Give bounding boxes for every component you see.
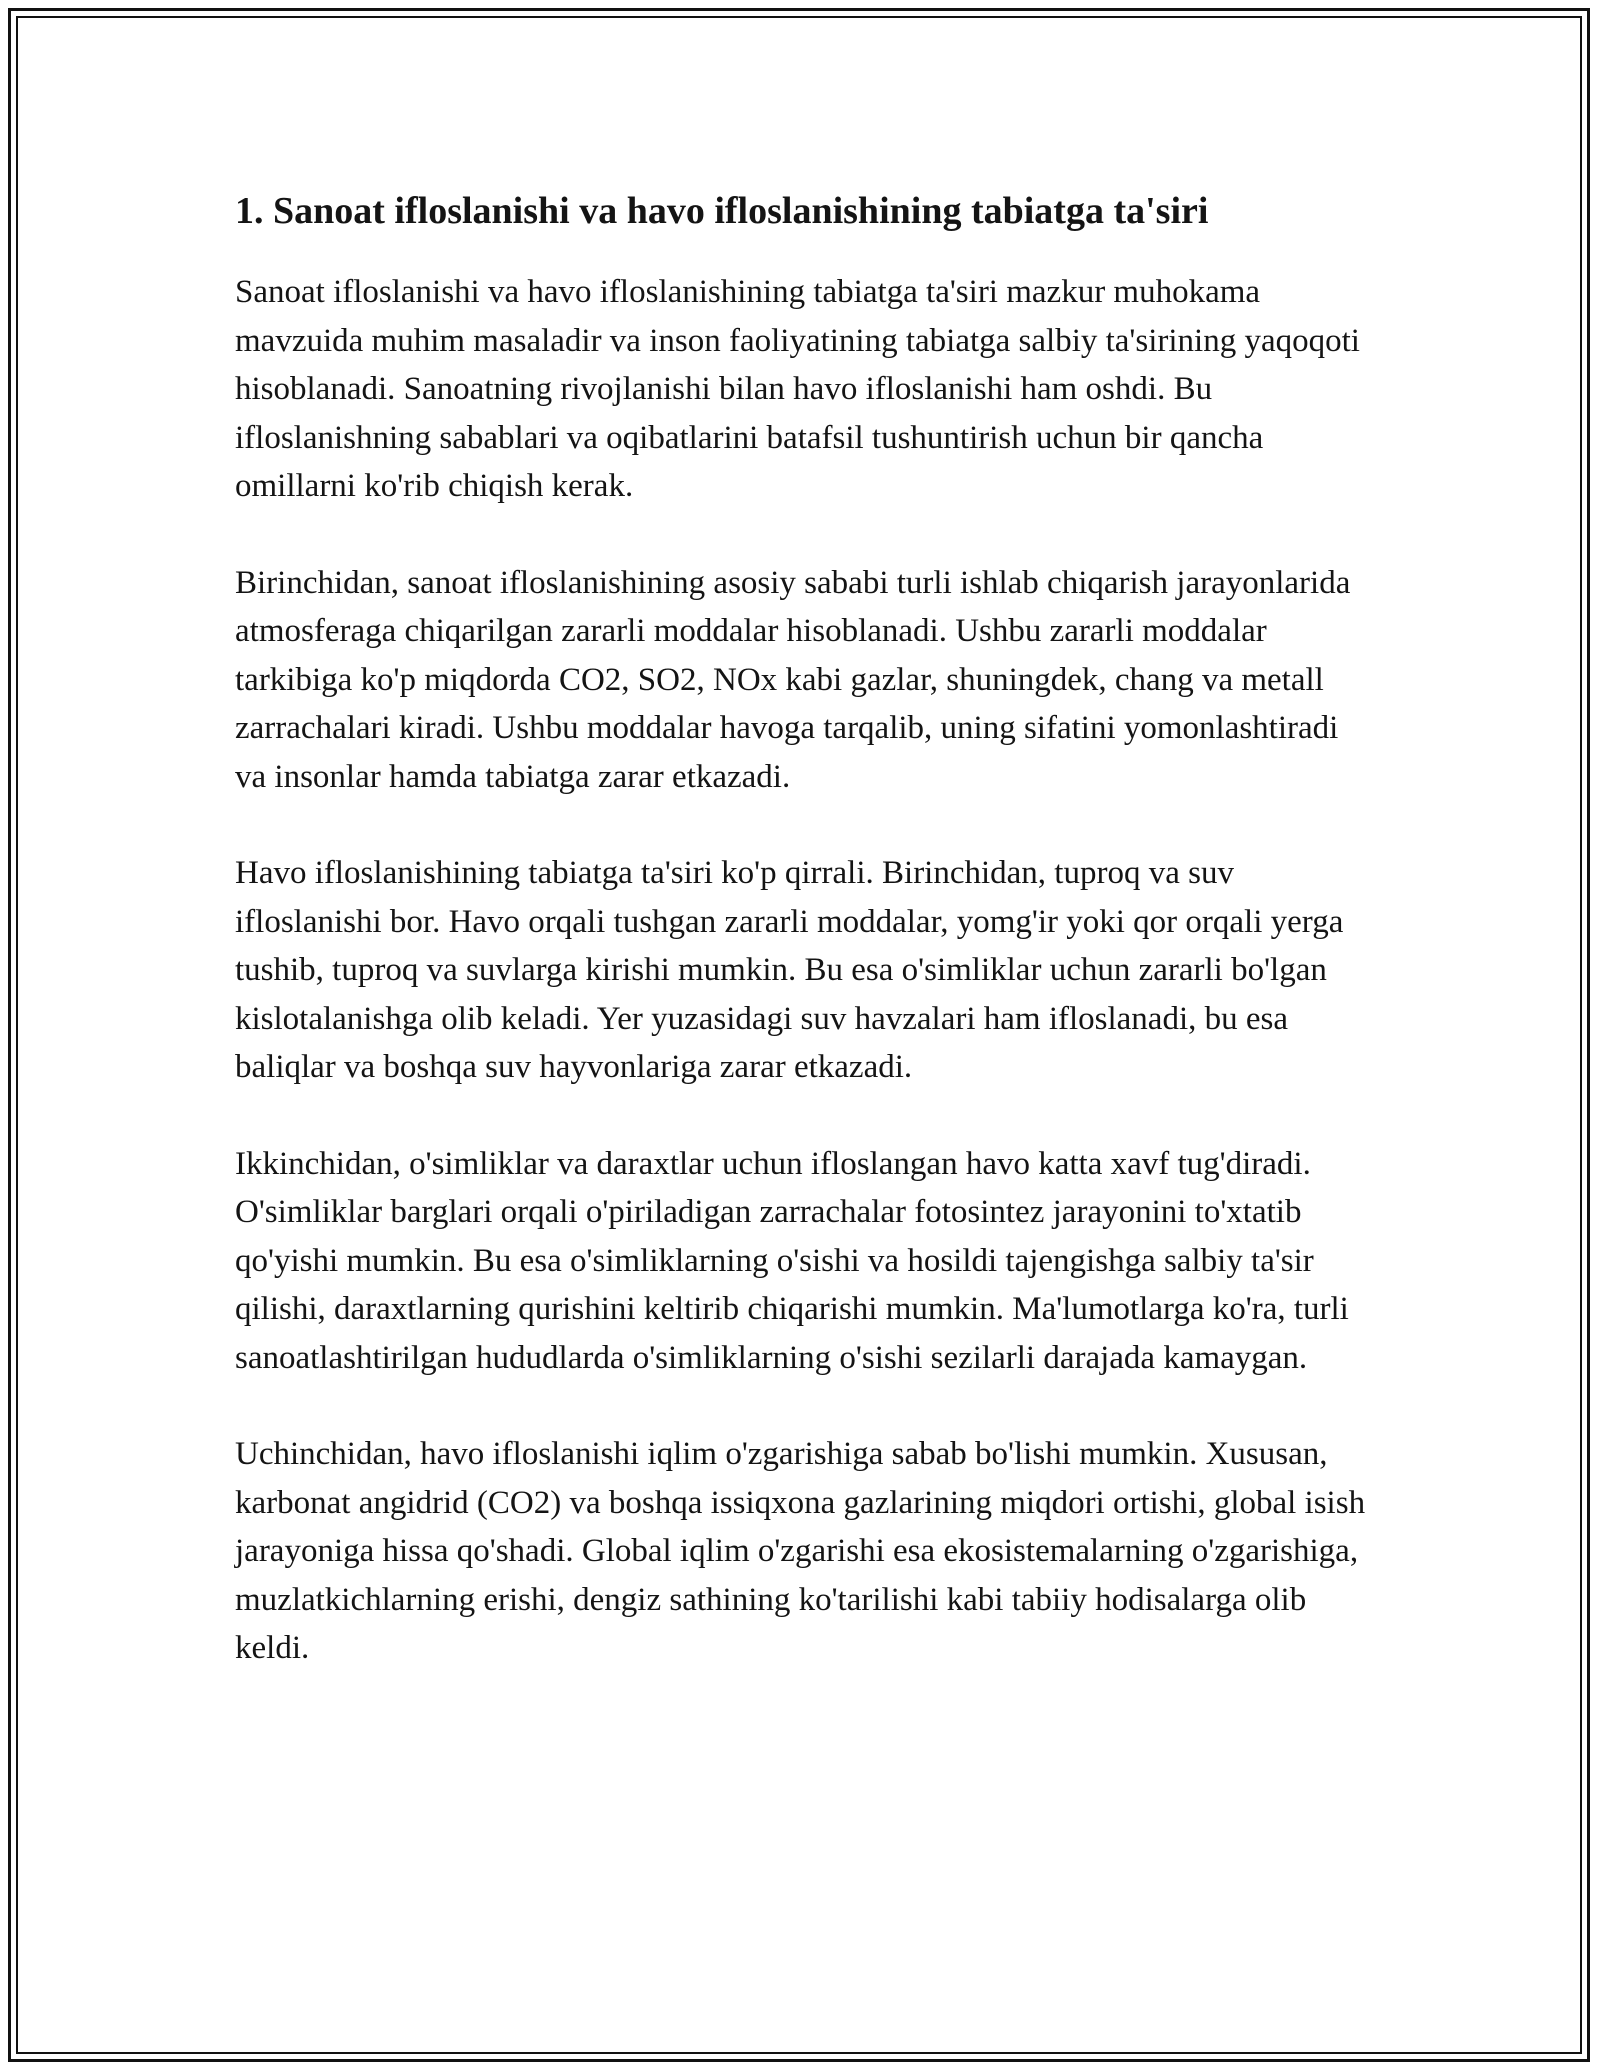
section-title: 1. Sanoat ifloslanishi va havo ifloslanishining tabiatga ta'siri: [235, 190, 1209, 232]
document-body: [235, 186, 1375, 1721]
paragraph-causes: Birinchidan, sanoat ifloslanishining asosiy sababi turli ishlab chiqarish jarayonlarida atmosferaga chiqarilgan zararli moddalar hisoblanadi. Ushbu zararli moddalar tarkibiga ko'p miqdorda CO2, SO2, NOx kabi gazlar, shuningdek, chang va metall zarrachalari kiradi. Ushbu moddalar havoga tarqalib, uning sifatini yomonlashtiradi va insonlar hamda tabiatga zarar etkazadi.: [235, 564, 1351, 795]
paragraph-plants: Ikkinchidan, o'simliklar va daraxtlar uchun ifloslangan havo katta xavf tug'diradi. O'simliklar barglari orqali o'piriladigan zarrachalar fotosintez jarayonini to'xtatib qo'yishi mumkin. Bu esa o'simliklarning o'sishi va hosildi tajengishga salbiy ta'sir qilishi, daraxtlarning qurishini keltirib chiqarishi mumkin. Ma'lumotlarga ko'ra, turli sanoatlashtirilgan hududlarda o'simliklarning o'sishi sezilarli darajada kamaygan.: [235, 1145, 1349, 1376]
paragraph-intro: Sanoat ifloslanishi va havo ifloslanishining tabiatga ta'siri mazkur muhokama mavzuida muhim masaladir va inson faoliyatining tabiatga salbiy ta'sirining yaqoqoti hisoblanadi. Sanoatning rivojlanishi bilan havo ifloslanishi ham oshdi. Bu ifloslanishning sabablari va oqibatlarini batafsil tushuntirish uchun bir qancha omillarni ko'rib chiqish kerak.: [235, 274, 1360, 504]
paragraph-climate: Uchinchidan, havo ifloslanishi iqlim o'zgarishiga sabab bo'lishi mumkin. Xususan, karbonat angidrid (CO2) va boshqa issiqxona gazlarining miqdori ortishi, global isish jarayoniga hissa qo'shadi. Global iqlim o'zgarishi esa ekosistemalarning o'zgarishiga, muzlatkichlarning erishi, dengiz sathining ko'tarilishi kabi tabiiy hodisalarga olib keldi.: [235, 1436, 1366, 1666]
paragraph-soil-water: Havo ifloslanishining tabiatga ta'siri ko'p qirrali. Birinchidan, tuproq va suv ifloslanishi bor. Havo orqali tushgan zararli moddalar, yomg'ir yoki qor orqali yerga tushib, tuproq va suvlarga kirishi mumkin. Bu esa o'simliklar uchun zararli bo'lgan kislotalanishga olib keladi. Yer yuzasidagi suv havzalari ham ifloslanadi, bu esa baliqlar va boshqa suv hayvonlariga zarar etkazadi.: [235, 855, 1344, 1085]
